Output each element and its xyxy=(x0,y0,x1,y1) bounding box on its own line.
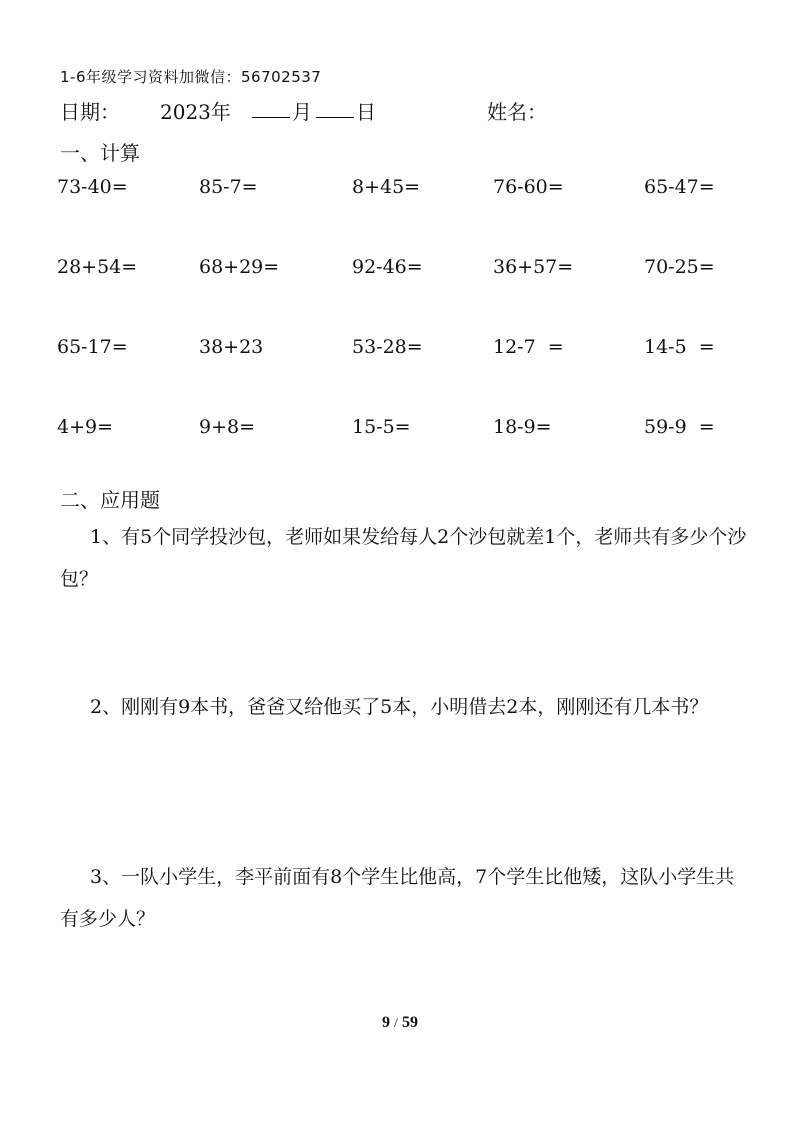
calc-problem: 12-7 = xyxy=(493,336,564,358)
calc-grid xyxy=(57,176,757,496)
section-calc-title: 一、计算 xyxy=(60,141,140,165)
calc-problem: 65-17= xyxy=(57,336,128,358)
calc-problem: 28+54= xyxy=(57,256,138,278)
calc-problem: 85-7= xyxy=(199,176,258,198)
calc-problem: 36+57= xyxy=(493,256,574,278)
section-word-problems-title: 二、应用题 xyxy=(60,488,160,512)
calc-problem: 68+29= xyxy=(199,256,280,278)
calc-problem: 38+23 xyxy=(199,336,264,358)
year-text: 2023年 xyxy=(160,100,231,124)
month-blank xyxy=(252,99,290,118)
word-problem-3: 3、一队小学生，李平前面有8个学生比他高，7个学生比他矮，这队小学生共有多少人？ xyxy=(60,866,735,930)
calc-problem: 92-46= xyxy=(352,256,423,278)
calc-problem: 65-47= xyxy=(644,176,715,198)
date-label: 日期： xyxy=(60,100,120,124)
promo-header: 1-6年级学习资料加微信：56702537 xyxy=(60,68,322,86)
calc-problem: 59-9 = xyxy=(644,416,715,438)
calc-problem: 73-40= xyxy=(57,176,128,198)
calc-problem: 70-25= xyxy=(644,256,715,278)
current-page: 9 xyxy=(382,1014,391,1031)
calc-problem: 76-60= xyxy=(493,176,564,198)
page-number xyxy=(0,1014,800,1032)
calc-row xyxy=(57,336,757,416)
calc-problem: 53-28= xyxy=(352,336,423,358)
calc-problem: 18-9= xyxy=(493,416,552,438)
word-problem-1: 1、有5个同学投沙包，老师如果发给每人2个沙包就差1个，老师共有多少个沙包？ xyxy=(60,526,747,590)
calc-row xyxy=(57,416,757,496)
page-separator: / xyxy=(394,1016,398,1031)
word-problem-2: 2、刚刚有9本书，爸爸又给他买了5本，小明借去2本，刚刚还有几本书？ xyxy=(90,696,709,718)
calc-problem: 14-5 = xyxy=(644,336,715,358)
month-label: 月 xyxy=(292,100,312,124)
calc-problem: 8+45= xyxy=(352,176,421,198)
calc-problem: 15-5= xyxy=(352,416,411,438)
info-row xyxy=(60,96,760,128)
calc-problem: 9+8= xyxy=(199,416,256,438)
total-pages: 59 xyxy=(401,1014,418,1031)
name-label: 姓名： xyxy=(487,100,547,124)
calc-problem: 4+9= xyxy=(57,416,114,438)
day-label: 日 xyxy=(356,100,376,124)
day-blank xyxy=(316,99,354,118)
calc-row xyxy=(57,256,757,336)
calc-row xyxy=(57,176,757,256)
